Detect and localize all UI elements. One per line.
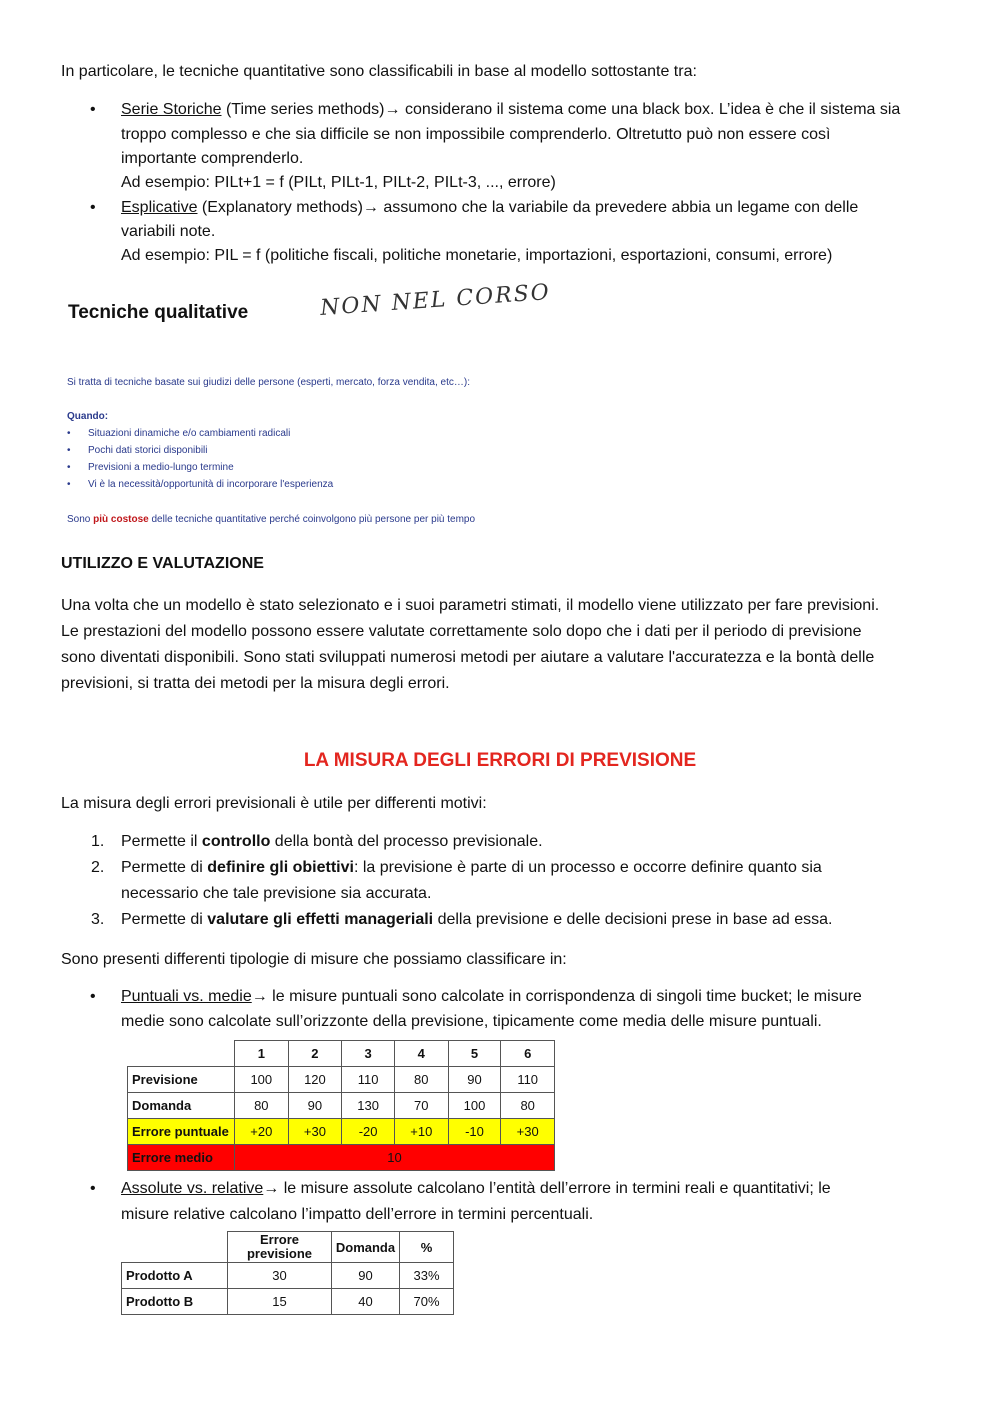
list-item-serie-storiche: Serie Storiche (Time series methods)→ considerano il sistema come una black box. L’idea è che il sistema sia <box>121 101 901 118</box>
table-cell: 70% <box>400 1289 454 1315</box>
table-header: 4 <box>394 1041 448 1067</box>
table-cell: 90 <box>448 1067 501 1093</box>
bullet-icon: • <box>90 988 96 1005</box>
slide-title: Tecniche qualitative <box>68 302 249 323</box>
table-cell: 33% <box>400 1263 454 1289</box>
para-line: Una volta che un modello è stato selezionato e i suoi parametri stimati, il modello viene utilizzato per fare previsioni. <box>61 597 880 614</box>
bullet-icon: • <box>90 101 96 118</box>
table-cell: 110 <box>342 1067 395 1093</box>
type-item-puntuali: Puntuali vs. medie→ le misure puntuali sono calcolate in corrispondenza di singoli time bucket; le misure <box>121 988 862 1005</box>
list-number: 3. <box>91 911 105 928</box>
table-header: Errore previsione <box>228 1232 332 1263</box>
term-serie-storiche: Serie Storiche <box>121 101 222 118</box>
table-header: Domanda <box>332 1232 400 1263</box>
bullet-icon: • <box>90 1180 96 1197</box>
list-item-esplicative: Esplicative (Explanatory methods)→ assumono che la variabile da prevedere abbia un legame con delle <box>121 199 859 216</box>
para-line: sono diventati disponibili. Sono stati sviluppati numerosi metodi per aiutare a valutare l'accuratezza e la bontà delle <box>61 649 875 666</box>
types-intro: Sono presenti differenti tipologie di misure che possiamo classificare in: <box>61 951 567 968</box>
example-line: Ad esempio: PIL = f (politiche fiscali, politiche monetarie, importazioni, esportazioni, consumi, errore) <box>121 247 833 264</box>
type-item-line: medie sono calcolate sull’orizzonte della previsione, tipicamente come media delle misure puntuali. <box>121 1013 822 1030</box>
numbered-item: Permette di valutare gli effetti manageriali della previsione e delle decisioni prese in base ad essa. <box>121 911 833 928</box>
table-cell: +30 <box>501 1119 555 1145</box>
table-cell: 30 <box>228 1263 332 1289</box>
table-cell: 15 <box>228 1289 332 1315</box>
table-cell: 80 <box>235 1093 289 1119</box>
table-row-highlight <box>128 1119 555 1145</box>
table-row <box>122 1289 454 1315</box>
table-cell: 100 <box>235 1067 289 1093</box>
table-header: 3 <box>342 1041 395 1067</box>
term-esplicative: Esplicative <box>121 199 198 216</box>
measure-intro: La misura degli errori previsionali è utile per differenti motivi: <box>61 795 487 812</box>
para-line: Le prestazioni del modello possono essere valutate correttamente solo dopo che i dati per il periodo di previsione <box>61 623 862 640</box>
table-cell: +30 <box>288 1119 342 1145</box>
table-header: 6 <box>501 1041 555 1067</box>
slide-cost-line: Sono più costose delle tecniche quantitative perché coinvolgono più persone per più tempo <box>67 514 476 525</box>
section-heading: UTILIZZO E VALUTAZIONE <box>61 555 264 572</box>
handwritten-note: NON NEL CORSO <box>319 279 552 322</box>
table-cell: 120 <box>288 1067 342 1093</box>
row-label: Prodotto B <box>122 1289 228 1315</box>
table-cell: 40 <box>332 1289 400 1315</box>
table-cell: 80 <box>501 1093 555 1119</box>
table-row <box>122 1263 454 1289</box>
numbered-item: Permette di definire gli obiettivi: la previsione è parte di un processo e occorre definire quanto sia <box>121 859 822 876</box>
list-item-line: variabili note. <box>121 223 216 240</box>
row-label: Errore medio <box>128 1145 235 1171</box>
table-header: 5 <box>448 1041 501 1067</box>
list-item-line: importante comprenderlo. <box>121 150 304 167</box>
table-cell: 100 <box>448 1093 501 1119</box>
slide-intro: Si tratta di tecniche basate sui giudizi delle persone (esperti, mercato, forza vendita, etc…): <box>67 377 470 388</box>
table-cell: 90 <box>288 1093 342 1119</box>
table-row <box>128 1067 555 1093</box>
intro-text: In particolare, le tecniche quantitative sono classificabili in base al modello sottostante tra: <box>61 63 697 80</box>
table-cell: -20 <box>342 1119 395 1145</box>
slide-when-label: Quando: <box>67 411 109 422</box>
table-cell: -10 <box>448 1119 501 1145</box>
para-line: previsioni, si tratta dei metodi per la misura degli errori. <box>61 675 450 692</box>
row-label: Prodotto A <box>122 1263 228 1289</box>
bullet-icon: • <box>67 428 71 439</box>
slide-item: Situazioni dinamiche e/o cambiamenti radicali <box>88 428 291 439</box>
table-cell: 130 <box>342 1093 395 1119</box>
slide-cost-highlight: più costose <box>93 514 149 525</box>
table-cell: +10 <box>394 1119 448 1145</box>
row-label: Domanda <box>128 1093 235 1119</box>
table-header: % <box>400 1232 454 1263</box>
bullet-icon: • <box>67 479 71 490</box>
slide-item: Pochi dati storici disponibili <box>88 445 208 456</box>
type-item-line: misure relative calcolano l’impatto dell’errore in termini percentuali. <box>121 1206 594 1223</box>
numbered-item: Permette il controllo della bontà del processo previsionale. <box>121 833 543 850</box>
table-header-row <box>122 1232 454 1263</box>
row-label: Errore puntuale <box>128 1119 235 1145</box>
list-item-line: troppo complesso e che sia difficile se non impossibile comprenderlo. Oltretutto può non essere così <box>121 126 831 143</box>
slide-item: Previsioni a medio-lungo termine <box>88 462 234 473</box>
list-number: 2. <box>91 859 105 876</box>
row-label: Previsione <box>128 1067 235 1093</box>
average-value: 10 <box>235 1145 555 1171</box>
slide-item: Vi è la necessità/opportunità di incorporare l'esperienza <box>88 479 334 490</box>
type-item-assolute: Assolute vs. relative→ le misure assolute calcolano l’entità dell’errore in termini reali e quantitativi; le <box>121 1180 831 1197</box>
table-cell: 70 <box>394 1093 448 1119</box>
table-header: 1 <box>235 1041 289 1067</box>
table-row-average <box>128 1145 555 1171</box>
table-header-row <box>128 1041 555 1067</box>
error-table-puntuale <box>127 1040 555 1171</box>
table-cell: 90 <box>332 1263 400 1289</box>
bullet-icon: • <box>67 462 71 473</box>
bullet-icon: • <box>90 199 96 216</box>
example-line: Ad esempio: PILt+1 = f (PILt, PILt-1, PILt-2, PILt-3, ..., errore) <box>121 174 556 191</box>
list-number: 1. <box>91 833 105 850</box>
table-row <box>128 1093 555 1119</box>
bullet-icon: • <box>67 445 71 456</box>
table-cell: +20 <box>235 1119 289 1145</box>
table-header: 2 <box>288 1041 342 1067</box>
numbered-item-line: necessario che tale previsione sia accurata. <box>121 885 432 902</box>
error-table-relative <box>121 1231 454 1315</box>
section-title-red: LA MISURA DEGLI ERRORI DI PREVISIONE <box>303 750 697 771</box>
table-cell: 110 <box>501 1067 555 1093</box>
table-cell: 80 <box>394 1067 448 1093</box>
